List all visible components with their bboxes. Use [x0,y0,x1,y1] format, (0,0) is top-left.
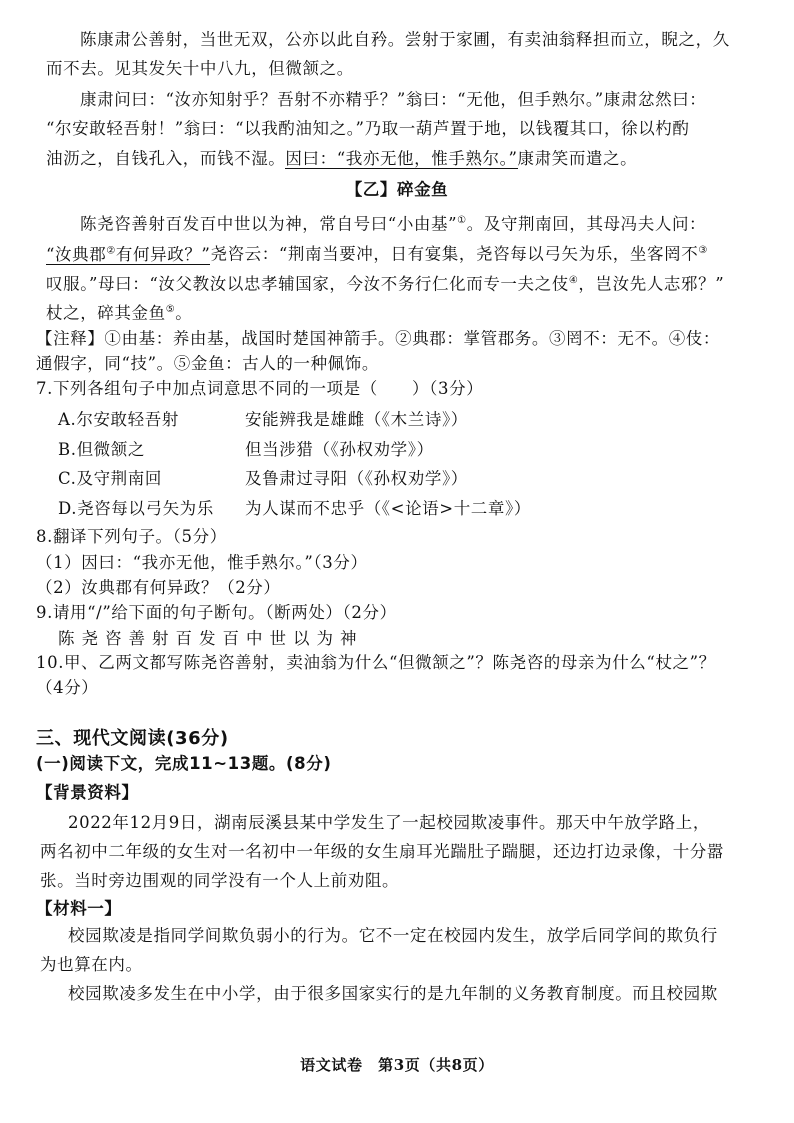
background-line: 2022年12月9日，湖南辰溪县某中学发生了一起校园欺凌事件。那天中午放学路上， [68,813,710,832]
passage-b-line [80,209,706,237]
passage-a-line [46,147,637,171]
section-3-title: 三、现代文阅读(36分) [36,728,229,749]
underlined-text: 有何异政？” [115,244,211,264]
footnote-marker: ② [106,245,116,256]
passage-a-line: 康肃问曰：“汝亦知射乎？吾射不亦精乎？”翁曰：“无他，但手熟尔。”康肃忿然曰： [80,90,707,109]
q7-option-b-right: 但当涉猎（《孙权劝学》） [245,440,434,459]
background-line: 张。当时旁边围观的同学没有一个人上前劝阻。 [40,871,400,890]
passage-a-line: 而不去。见其发矢十中八九，但微颔之。 [46,59,354,78]
passage-a-line: 陈康肃公善射，当世无双，公亦以此自矜。尝射于家圃，有卖油翁释担而立，睨之，久 [80,30,730,49]
page-footer: 语文试卷 第3页（共8页） [300,1056,494,1074]
background-line: 两名初中二年级的女生对一名初中一年级的女生扇耳光踹肚子踹腿，还边打边录像，十分嚣 [40,842,724,861]
underlined-text: “汝典郡 [46,244,107,264]
passage-b-line [46,298,192,326]
footnote-marker: ④ [568,275,579,286]
q7-option-a-left: A.尔安敢轻吾射 [58,410,179,429]
passage-a-text: 油沥之，自钱孔入，而钱不湿。 [46,149,286,168]
passage-b-text: ，岂汝先人志邪？” [578,274,725,294]
question-9-stem: 9.请用“/”给下面的句子断句。（断两处）（2分） [36,603,397,622]
passage-b-line [46,269,724,297]
material-1-title: 【材料一】 [36,899,122,918]
passage-a-text: 康肃笑而遣之。 [517,149,638,168]
passage-b-text: 。及守荆南回，其母冯夫人问： [466,214,707,234]
footnote-marker: ① [457,215,467,226]
material-1-line: 为也算在内。 [40,955,143,974]
q7-option-c-left: C.及守荆南回 [58,469,162,488]
notes-line: 通假字，同“技”。⑤金鱼：古人的一种佩饰。 [36,354,379,373]
footnote-marker: ⑤ [165,304,176,315]
question-8-item-2: （2）汝典郡有何异政？（2分） [36,578,281,597]
q7-option-d-right: 为人谋而不忠乎（《<论语>十二章》） [245,499,531,518]
passage-b-text: 杖之，碎其金鱼 [46,303,166,323]
passage-b-line [46,239,708,267]
passage-b-title: 【乙】碎金鱼 [345,180,449,199]
passage-b-text: 陈尧咨善射百发百中世以为神，常自号曰“小由基” [80,214,458,234]
background-material-title: 【背景资料】 [36,783,139,802]
material-1-line: 校园欺凌是指同学间欺负弱小的行为。它不一定在校园内发生，放学后同学间的欺负行 [68,926,718,945]
notes-line: 【注释】①由基：养由基，战国时楚国神箭手。②典郡：掌管郡务。③罔不：无不。④伎： [36,329,720,348]
question-7-stem: 7.下列各组句子中加点词意思不同的一项是（ ）（3分） [36,379,484,398]
question-9-sentence: 陈尧咨善射百发百中世以为神 [58,629,364,648]
passage-a-line: “尔安敢轻吾射！”翁曰：“以我酌油知之。”乃取一葫芦置于地，以钱覆其口，徐以杓酌 [46,119,690,138]
question-10-points: （4分） [36,678,99,697]
passage-b-text: 。 [175,303,193,323]
footnote-marker: ③ [698,245,708,256]
question-8-item-1: （1）因曰：“我亦无他，惟手熟尔。”（3分） [36,553,368,572]
q7-option-d-left: D.尧咨每以弓矢为乐 [58,499,214,518]
section-3-subtitle: (一)阅读下文，完成11~13题。(8分) [36,754,332,773]
underlined-sentence: 因曰：“我亦无他，惟手熟尔。” [285,149,518,168]
question-8-stem: 8.翻译下列句子。（5分） [36,527,227,546]
underlined-sentence [46,245,210,265]
q7-option-a-right: 安能辨我是雄雌（《木兰诗》） [245,410,468,429]
material-1-line: 校园欺凌多发生在中小学，由于很多国家实行的是九年制的义务教育制度。而且校园欺 [68,984,718,1003]
question-10-stem: 10.甲、乙两文都写陈尧咨善射，卖油翁为什么“但微颔之”？陈尧咨的母亲为什么“杖之”？ [36,653,716,672]
q7-option-c-right: 及鲁肃过寻阳（《孙权劝学》） [245,469,468,488]
passage-b-text: 尧咨云：“荆南当要冲，日有宴集，尧咨每以弓矢为乐，坐客罔不 [210,244,699,264]
q7-option-b-left: B.但微颔之 [58,440,145,459]
passage-b-text: 叹服。”母曰：“汝父教汝以忠孝辅国家，今汝不务行仁化而专一夫之伎 [46,274,569,294]
